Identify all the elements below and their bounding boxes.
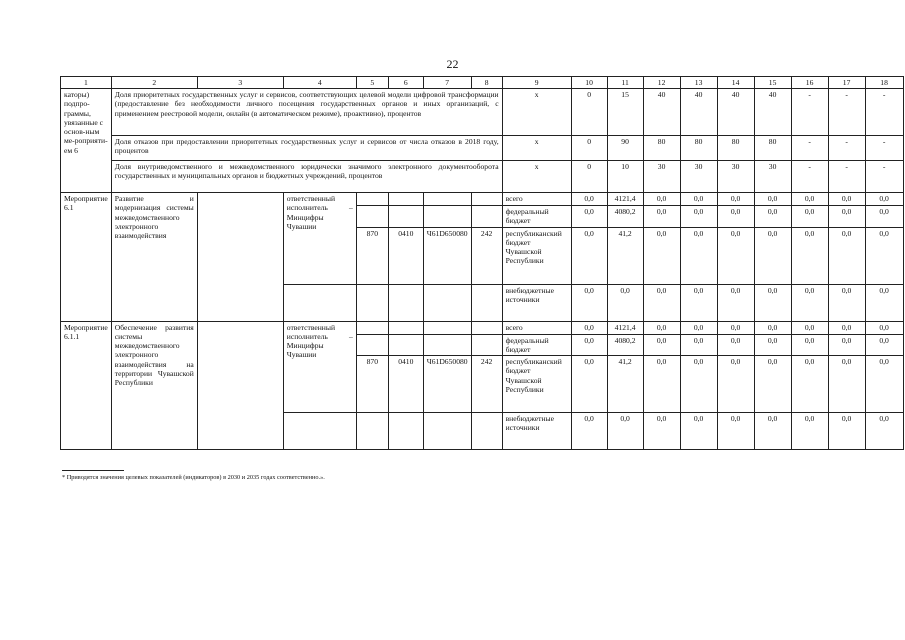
funding-value: 0,0 [607,284,643,321]
funding-value: 0,0 [865,227,903,284]
funding-value: 0,0 [791,193,828,206]
funding-value: 0,0 [828,227,865,284]
indicator-value: - [791,136,828,161]
funding-value: 0,0 [828,193,865,206]
column-header: 16 [791,77,828,89]
column-header: 7 [423,77,471,89]
funding-value: 0,0 [571,334,607,356]
empty-cell [471,334,502,356]
indicator-row [61,136,904,161]
indicator-c9: х [502,161,571,193]
funding-source: республиканский бюджет Чувашской Республики [502,227,571,284]
funding-value: 0,0 [680,227,717,284]
funding-value: 0,0 [865,321,903,334]
indicator-value: 80 [680,136,717,161]
funding-value: 0,0 [643,206,680,228]
funding-value: 0,0 [791,413,828,450]
funding-value: 0,0 [643,227,680,284]
empty-cell [423,413,471,450]
funding-value: 0,0 [754,227,791,284]
funding-value: 0,0 [828,321,865,334]
indicator-value: 90 [607,136,643,161]
column-header: 3 [197,77,283,89]
funding-source: федеральный бюджет [502,334,571,356]
empty-cell [197,321,283,450]
empty-cell [423,321,471,334]
funding-row [61,321,904,334]
indicator-value: 10 [607,161,643,193]
funding-value: 0,0 [791,227,828,284]
funding-value: 0,0 [717,193,754,206]
indicator-value: 80 [717,136,754,161]
funding-value: 0,0 [571,284,607,321]
funding-source: федеральный бюджет [502,206,571,228]
funding-value: 0,0 [828,356,865,413]
indicator-text: Доля приоритетных государственных услуг и сервисов, соответствующих целевой модели цифровой трансформации (предоставление без необходимости личного посещения государственных органов и иных организаций, с применением реестровой модели, онлайн (в автоматическом режиме), проактивно), процентов [111,89,502,136]
empty-cell [471,193,502,206]
empty-cell [388,321,423,334]
code-vr: 242 [471,227,502,284]
funding-value: 0,0 [865,356,903,413]
measure-responsible: ответственный исполнитель – Минцифры Чувашии [283,193,356,285]
column-header: 17 [828,77,865,89]
funding-value: 0,0 [865,193,903,206]
code-grbs: 870 [356,227,388,284]
empty-cell [356,284,388,321]
empty-cell [423,193,471,206]
indicator-value: - [828,161,865,193]
funding-value: 0,0 [643,284,680,321]
funding-value: 0,0 [571,321,607,334]
funding-value: 4121,4 [607,193,643,206]
code-rzpr: 0410 [388,227,423,284]
funding-value: 41,2 [607,356,643,413]
funding-value: 0,0 [680,413,717,450]
empty-cell [471,284,502,321]
column-header: 18 [865,77,903,89]
funding-value: 0,0 [680,284,717,321]
funding-value: 0,0 [754,321,791,334]
code-csr: Ч61D650080 [423,227,471,284]
funding-source: внебюджетные источники [502,284,571,321]
column-header: 10 [571,77,607,89]
page-number: 22 [446,57,459,71]
indicator-value: 15 [607,89,643,136]
measure-name: Мероприятие 6.1 [61,193,112,322]
funding-value: 0,0 [717,284,754,321]
funding-value: 0,0 [680,334,717,356]
empty-cell [423,206,471,228]
funding-value: 0,0 [754,193,791,206]
indicator-value: - [865,89,903,136]
funding-value: 0,0 [607,413,643,450]
indicator-value: 80 [643,136,680,161]
column-header: 15 [754,77,791,89]
empty-cell [388,284,423,321]
empty-cell [471,206,502,228]
program-table [60,76,904,450]
column-header: 12 [643,77,680,89]
indicator-c9: х [502,89,571,136]
measure-title: Развитие и модернизация системы межведомственного электронного взаимодействия [111,193,197,322]
funding-value: 0,0 [754,206,791,228]
funding-value: 0,0 [571,413,607,450]
empty-cell [356,193,388,206]
funding-value: 0,0 [571,227,607,284]
footnote-divider [62,470,124,471]
indicator-value: 40 [680,89,717,136]
funding-value: 0,0 [680,193,717,206]
funding-value: 0,0 [865,413,903,450]
empty-cell [388,334,423,356]
indicator-value: 40 [754,89,791,136]
funding-value: 0,0 [717,206,754,228]
funding-value: 41,2 [607,227,643,284]
indicator-value: 0 [571,89,607,136]
empty-cell [356,321,388,334]
empty-cell [423,334,471,356]
funding-value: 0,0 [754,413,791,450]
funding-value: 0,0 [791,334,828,356]
funding-value: 0,0 [865,284,903,321]
indicator-row [61,161,904,193]
funding-value: 0,0 [828,284,865,321]
empty-cell [388,206,423,228]
indicator-value: 30 [680,161,717,193]
funding-source: всего [502,321,571,334]
funding-row [61,193,904,206]
empty-cell [356,206,388,228]
funding-value: 0,0 [791,284,828,321]
column-header: 5 [356,77,388,89]
indicator-text: Доля отказов при предоставлении приоритетных государственных услуг и сервисов от числа отказов в 2018 году, процентов [111,136,502,161]
funding-value: 0,0 [571,193,607,206]
empty-cell [471,413,502,450]
funding-value: 0,0 [643,321,680,334]
funding-value: 0,0 [754,356,791,413]
funding-value: 4121,4 [607,321,643,334]
funding-value: 0,0 [643,413,680,450]
empty-cell [388,193,423,206]
indicator-row [61,89,904,136]
funding-value: 4080,2 [607,334,643,356]
measure-title: Обеспечение развития системы межведомственного электронного взаимодействия на территории Чувашской Республики [111,321,197,450]
column-header: 13 [680,77,717,89]
funding-value: 0,0 [828,334,865,356]
funding-value: 0,0 [791,356,828,413]
indicator-c9: х [502,136,571,161]
column-header: 9 [502,77,571,89]
funding-value: 4080,2 [607,206,643,228]
funding-source: внебюджетные источники [502,413,571,450]
empty-cell [283,284,356,321]
funding-value: 0,0 [643,356,680,413]
empty-cell [356,334,388,356]
funding-value: 0,0 [754,284,791,321]
funding-value: 0,0 [865,206,903,228]
indicator-value: 30 [754,161,791,193]
funding-value: 0,0 [680,206,717,228]
footnote: * Приводятся значения целевых показателей (индикаторов) в 2030 и 2035 годах соответственно.». [62,474,325,481]
funding-value: 0,0 [717,413,754,450]
funding-value: 0,0 [571,356,607,413]
funding-source: республиканский бюджет Чувашской Республики [502,356,571,413]
indicator-value: - [828,136,865,161]
indicators-side-label: каторы) подпро-граммы, увязанные с основ-ным ме-роприяти-ем 6 [61,89,112,193]
measure-name: Мероприятие 6.1.1 [61,321,112,450]
empty-cell [356,413,388,450]
indicator-value: 0 [571,136,607,161]
column-header: 1 [61,77,112,89]
empty-cell [388,413,423,450]
indicator-value: 80 [754,136,791,161]
indicator-text: Доля внутриведомственного и межведомственного юридически значимого электронного документооборота государственных и муниципальных органов и бюджетных учреждений, процентов [111,161,502,193]
empty-cell [197,193,283,322]
empty-cell [423,284,471,321]
funding-value: 0,0 [717,227,754,284]
code-csr: Ч61D650080 [423,356,471,413]
empty-cell [471,321,502,334]
funding-value: 0,0 [643,334,680,356]
indicator-value: - [865,136,903,161]
indicator-value: - [865,161,903,193]
funding-value: 0,0 [643,193,680,206]
funding-value: 0,0 [828,206,865,228]
funding-value: 0,0 [717,334,754,356]
indicator-value: - [828,89,865,136]
funding-value: 0,0 [571,206,607,228]
column-header: 4 [283,77,356,89]
indicator-value: 40 [717,89,754,136]
funding-value: 0,0 [680,356,717,413]
funding-value: 0,0 [717,356,754,413]
indicator-value: 30 [717,161,754,193]
empty-cell [283,413,356,450]
indicator-value: - [791,161,828,193]
funding-value: 0,0 [828,413,865,450]
column-header: 2 [111,77,197,89]
measure-responsible: ответственный исполнитель – Минцифры Чувашии [283,321,356,413]
indicator-value: 0 [571,161,607,193]
indicator-value: - [791,89,828,136]
column-header: 6 [388,77,423,89]
funding-value: 0,0 [717,321,754,334]
code-rzpr: 0410 [388,356,423,413]
funding-value: 0,0 [680,321,717,334]
column-header: 14 [717,77,754,89]
funding-source: всего [502,193,571,206]
indicator-value: 40 [643,89,680,136]
column-header: 11 [607,77,643,89]
funding-value: 0,0 [791,321,828,334]
funding-value: 0,0 [754,334,791,356]
code-vr: 242 [471,356,502,413]
column-header: 8 [471,77,502,89]
indicator-value: 30 [643,161,680,193]
funding-value: 0,0 [865,334,903,356]
funding-value: 0,0 [791,206,828,228]
code-grbs: 870 [356,356,388,413]
